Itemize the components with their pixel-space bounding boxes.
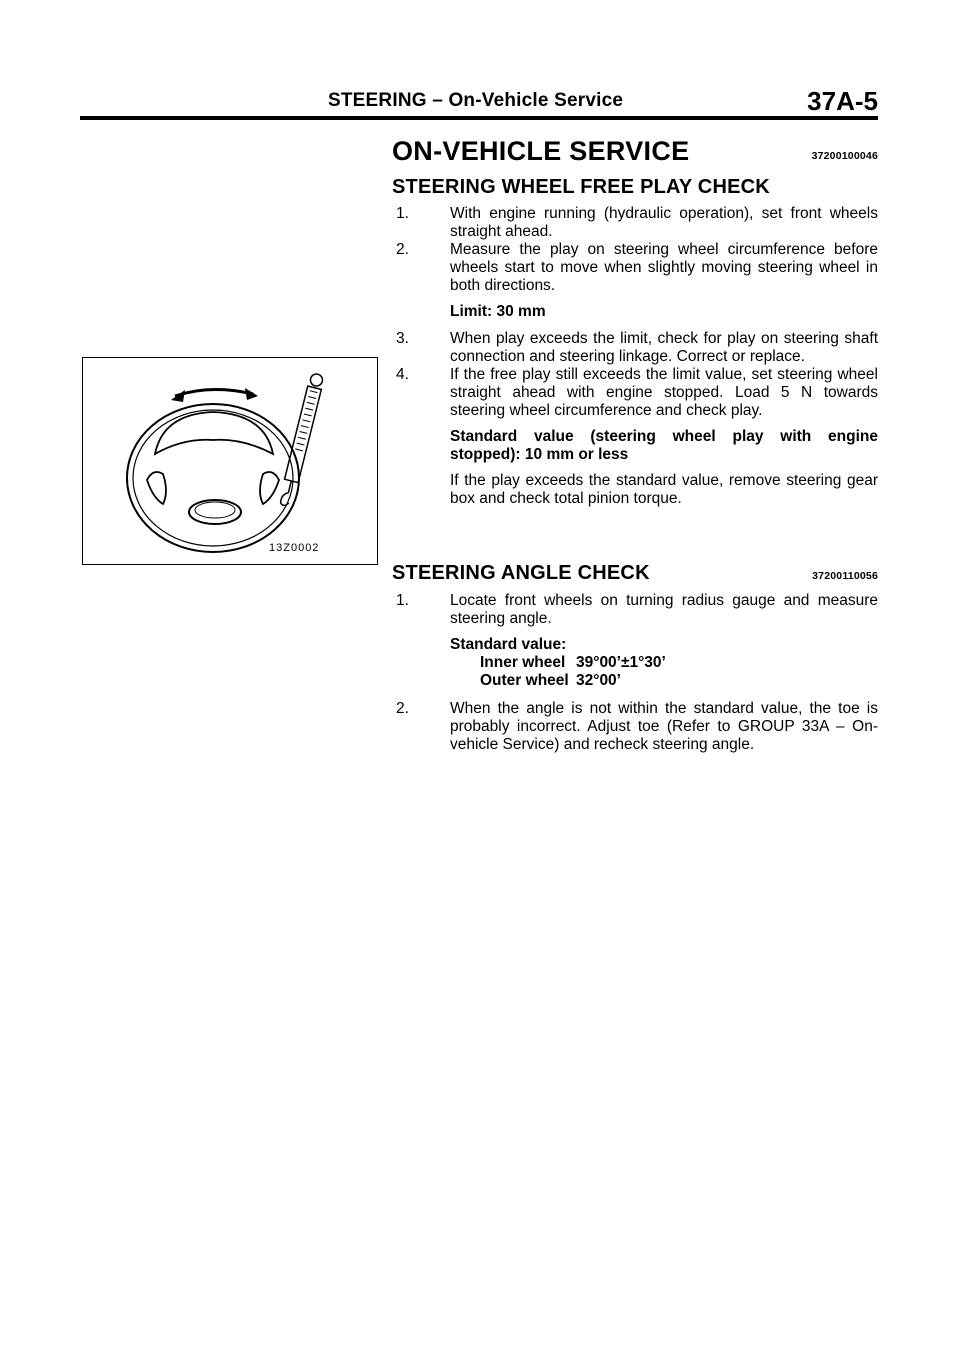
section-code: 37200100046 xyxy=(811,150,878,162)
page-header xyxy=(80,86,878,118)
header-section-title: STEERING – On-Vehicle Service xyxy=(328,90,624,111)
outer-wheel-spec xyxy=(392,672,878,690)
step-number: 2. xyxy=(396,241,409,258)
free-play-step-3 xyxy=(392,330,878,366)
inner-wheel-label: Inner wheel xyxy=(480,654,566,671)
free-play-note: If the play exceeds the standard value, remove steering gear box and check total pinion torque. xyxy=(450,472,878,507)
step-text: When the angle is not within the standard value, the toe is probably incorrect. Adjust toe (Refer to GROUP 33A – On-vehicle Service) and recheck steering angle. xyxy=(450,700,878,753)
free-play-step-2 xyxy=(392,241,878,295)
page-number: 37A-5 xyxy=(807,86,878,116)
step-text: Locate front wheels on turning radius gauge and measure steering angle. xyxy=(450,592,878,627)
free-play-step-4 xyxy=(392,366,878,420)
limit-value: Limit: 30 mm xyxy=(450,303,546,320)
free-play-heading: STEERING WHEEL FREE PLAY CHECK xyxy=(392,176,770,198)
section-title: ON-VEHICLE SERVICE xyxy=(392,136,690,166)
angle-step-2 xyxy=(392,700,878,754)
steering-wheel-figure xyxy=(82,357,378,565)
step-number: 3. xyxy=(396,330,409,347)
step-number: 1. xyxy=(396,592,409,609)
free-play-step-1 xyxy=(392,205,878,241)
step-text: If the free play still exceeds the limit value, set steering wheel straight ahead with engine stopped. Load 5 N towards steering wheel circumference and check play. xyxy=(450,366,878,419)
inner-wheel-spec xyxy=(392,654,878,672)
step-number: 1. xyxy=(396,205,409,222)
inner-wheel-value: 39°00’±1°30’ xyxy=(576,654,666,671)
step-number: 2. xyxy=(396,700,409,717)
step-text: Measure the play on steering wheel circumference before wheels start to move when slightly moving steering wheel in both directions. xyxy=(450,241,878,294)
steering-wheel-with-spring-scale-icon xyxy=(83,358,379,566)
steering-angle-code: 37200110056 xyxy=(812,570,878,582)
step-text: When play exceeds the limit, check for play on steering shaft connection and steering linkage. Correct or replace. xyxy=(450,330,878,365)
main-content xyxy=(392,136,878,754)
header-rule xyxy=(80,116,878,120)
step-number: 4. xyxy=(396,366,409,383)
standard-value-free-play: Standard value (steering wheel play with engine stopped): 10 mm or less xyxy=(450,428,878,463)
steering-angle-heading: STEERING ANGLE CHECK xyxy=(392,562,650,584)
outer-wheel-label: Outer wheel xyxy=(480,672,569,689)
angle-step-1 xyxy=(392,592,878,628)
step-text: With engine running (hydraulic operation), set front wheels straight ahead. xyxy=(450,205,878,240)
figure-id: 13Z0002 xyxy=(269,542,320,554)
standard-value-label: Standard value: xyxy=(450,636,567,653)
outer-wheel-value: 32°00’ xyxy=(576,672,621,689)
